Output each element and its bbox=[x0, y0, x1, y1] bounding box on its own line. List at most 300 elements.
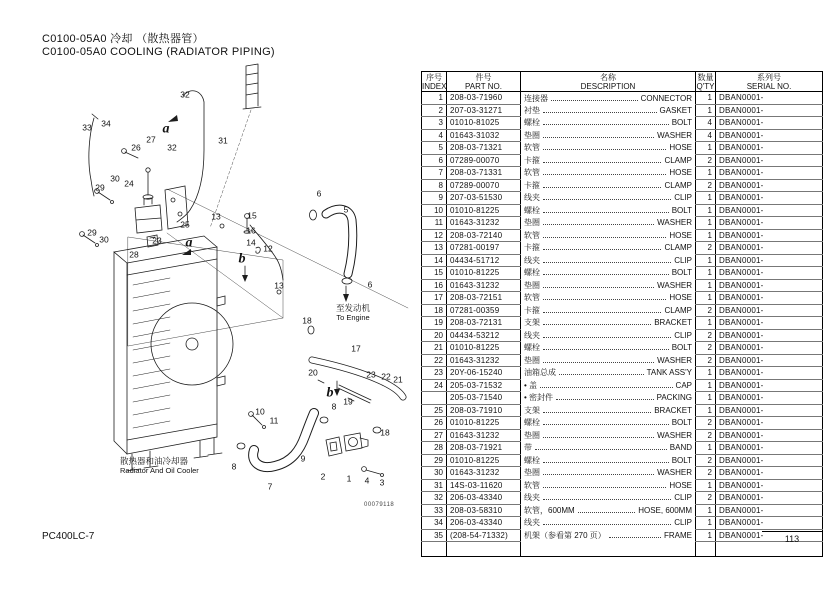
cell-qty: 2 bbox=[696, 304, 716, 317]
table-row bbox=[422, 304, 823, 317]
cell-part-no: 14S-03-11620 bbox=[447, 479, 521, 492]
description-cn: 连接器 bbox=[524, 93, 548, 103]
cell-index: 3 bbox=[422, 117, 447, 130]
cell-qty: 4 bbox=[696, 129, 716, 142]
callout-number: 4 bbox=[364, 475, 370, 486]
footer-model: PC400LC-7 bbox=[42, 531, 95, 542]
description-en: CONNECTOR bbox=[640, 93, 692, 103]
cell-index: 24 bbox=[422, 379, 447, 392]
cell-qty: 2 bbox=[696, 242, 716, 255]
callout-number: 7 bbox=[267, 481, 273, 492]
callout-number: 34 bbox=[101, 118, 111, 129]
dot-leader bbox=[543, 199, 671, 200]
cell-part-no: 01643-31232 bbox=[447, 429, 521, 442]
cell-description bbox=[521, 229, 696, 242]
table-row bbox=[422, 142, 823, 155]
description-cn: 螺栓 bbox=[524, 118, 540, 128]
cell-qty: 1 bbox=[696, 504, 716, 517]
description-cn: 卡箍 bbox=[524, 180, 540, 190]
cell-part-no: 01643-31032 bbox=[447, 129, 521, 142]
table-row bbox=[422, 167, 823, 180]
dot-leader bbox=[543, 324, 651, 325]
description-en: PACKING bbox=[656, 393, 692, 403]
description-cn: 螺栓 bbox=[524, 418, 540, 428]
description-en: CLAMP bbox=[664, 180, 692, 190]
table-row bbox=[422, 504, 823, 517]
cell-description bbox=[521, 254, 696, 267]
cell-qty: 1 bbox=[696, 517, 716, 530]
callout-number: 25 bbox=[180, 219, 190, 230]
callout-number: 26 bbox=[131, 142, 141, 153]
cell-qty: 1 bbox=[696, 279, 716, 292]
cell-index: 11 bbox=[422, 217, 447, 230]
table-row bbox=[422, 454, 823, 467]
callout-number: 24 bbox=[124, 178, 134, 189]
callout-number: 33 bbox=[82, 122, 92, 133]
dot-leader bbox=[543, 487, 666, 488]
cell-index: 4 bbox=[422, 129, 447, 142]
dot-leader bbox=[543, 124, 669, 125]
table-row bbox=[422, 429, 823, 442]
view-marker: b bbox=[238, 251, 246, 267]
dot-leader bbox=[535, 449, 667, 450]
description-cn: 机架（参看第 270 页） bbox=[524, 530, 606, 540]
description-en: CLIP bbox=[674, 330, 692, 340]
cell-index: 34 bbox=[422, 517, 447, 530]
page-title-cn: C0100-05A0 冷却 （散热器管） bbox=[42, 33, 204, 45]
cell-description bbox=[521, 204, 696, 217]
description-en: BRACKET bbox=[654, 405, 692, 415]
description-cn: 垫圈 bbox=[524, 468, 540, 478]
cell-description bbox=[521, 292, 696, 305]
dot-leader bbox=[543, 299, 666, 300]
cell-serial: DBAN0001- bbox=[716, 217, 823, 230]
parts-table-body bbox=[422, 92, 823, 557]
description-cn: 螺栓 bbox=[524, 268, 540, 278]
callout-number: 23 bbox=[152, 235, 162, 246]
description-en: WASHER bbox=[657, 430, 692, 440]
description-en: CLIP bbox=[674, 193, 692, 203]
callout-number: 15 bbox=[247, 210, 257, 221]
table-row bbox=[422, 354, 823, 367]
dot-leader bbox=[543, 524, 671, 525]
cell-description bbox=[521, 154, 696, 167]
cell-index: 13 bbox=[422, 242, 447, 255]
description-en: FRAME bbox=[664, 530, 692, 540]
cell-part-no: 208-03-71910 bbox=[447, 404, 521, 417]
col-header-index: 序号 INDEX bbox=[422, 72, 447, 91]
cell-part-no: 208-03-71960 bbox=[447, 92, 521, 105]
description-cn: 软管 bbox=[524, 168, 540, 178]
cell-index: 10 bbox=[422, 204, 447, 217]
cell-qty: 1 bbox=[696, 317, 716, 330]
cell-qty: 2 bbox=[696, 342, 716, 355]
table-row bbox=[422, 467, 823, 480]
description-en: WASHER bbox=[657, 468, 692, 478]
cell-serial: DBAN0001- bbox=[716, 517, 823, 530]
to-engine-label-en: To Engine bbox=[336, 313, 370, 322]
table-row bbox=[422, 292, 823, 305]
parts-table-header bbox=[422, 72, 823, 92]
cell-qty: 2 bbox=[696, 492, 716, 505]
description-en: GASKET bbox=[659, 105, 692, 115]
cell-part-no: 208-03-71921 bbox=[447, 442, 521, 455]
col-header-description: 名称 DESCRIPTION bbox=[521, 72, 696, 92]
cell-serial: DBAN0001- bbox=[716, 492, 823, 505]
cell-description bbox=[521, 342, 696, 355]
cell-part-no: 07281-00197 bbox=[447, 242, 521, 255]
cell-description bbox=[521, 104, 696, 117]
cell-serial: DBAN0001- bbox=[716, 342, 823, 355]
cell-qty: 2 bbox=[696, 329, 716, 342]
callout-number: 30 bbox=[110, 173, 120, 184]
callout-number: 14 bbox=[246, 237, 256, 248]
cell-serial: DBAN0001- bbox=[716, 392, 823, 405]
cell-description bbox=[521, 192, 696, 205]
description-cn: 带 bbox=[524, 443, 532, 453]
description-cn: 支架 bbox=[524, 405, 540, 415]
cell-description bbox=[521, 217, 696, 230]
cell-part-no: 01010-81225 bbox=[447, 342, 521, 355]
cell-qty: 1 bbox=[696, 479, 716, 492]
cell-index: 5 bbox=[422, 142, 447, 155]
dot-leader bbox=[543, 187, 661, 188]
cell-description bbox=[521, 454, 696, 467]
cell-part-no: 01643-31232 bbox=[447, 467, 521, 480]
view-marker: a bbox=[185, 235, 193, 251]
callout-number: 5 bbox=[343, 204, 349, 215]
cell-qty: 1 bbox=[696, 292, 716, 305]
cell-qty: 1 bbox=[696, 392, 716, 405]
callout-number: 27 bbox=[146, 134, 156, 145]
description-cn: 垫圈 bbox=[524, 218, 540, 228]
cell-serial: DBAN0001- bbox=[716, 279, 823, 292]
cell-description bbox=[521, 329, 696, 342]
cell-serial: DBAN0001- bbox=[716, 317, 823, 330]
cell-description bbox=[521, 467, 696, 480]
cell-index: 12 bbox=[422, 229, 447, 242]
cell-part-no: 208-03-72140 bbox=[447, 229, 521, 242]
cell-serial: DBAN0001- bbox=[716, 292, 823, 305]
description-en: HOSE bbox=[669, 230, 692, 240]
dot-leader bbox=[543, 437, 654, 438]
cell-part-no: 208-03-72151 bbox=[447, 292, 521, 305]
description-en: HOSE bbox=[669, 143, 692, 153]
cell-serial: DBAN0001- bbox=[716, 229, 823, 242]
table-row bbox=[422, 392, 823, 405]
dot-leader bbox=[543, 262, 671, 263]
callout-number: 19 bbox=[343, 396, 353, 407]
description-en: BOLT bbox=[671, 343, 692, 353]
dot-leader bbox=[543, 274, 669, 275]
callout-number: 23 bbox=[366, 369, 376, 380]
cell-part-no: 207-03-51530 bbox=[447, 192, 521, 205]
cell-index: 6 bbox=[422, 154, 447, 167]
cell-description bbox=[521, 379, 696, 392]
cell-part-no: 04434-53212 bbox=[447, 329, 521, 342]
cell-index: 28 bbox=[422, 442, 447, 455]
description-cn: 线夹 bbox=[524, 493, 540, 503]
cell-qty: 2 bbox=[696, 179, 716, 192]
cell-description bbox=[521, 354, 696, 367]
description-cn: 垫圈 bbox=[524, 280, 540, 290]
cell-index: 31 bbox=[422, 479, 447, 492]
cell-description bbox=[521, 242, 696, 255]
description-cn: 软管，600MM bbox=[524, 505, 575, 515]
callout-number: 18 bbox=[302, 315, 312, 326]
cell-serial: DBAN0001- bbox=[716, 179, 823, 192]
cell-part-no: 208-03-58310 bbox=[447, 504, 521, 517]
cell-description bbox=[521, 492, 696, 505]
callout-number: 12 bbox=[263, 243, 273, 254]
table-row bbox=[422, 229, 823, 242]
callout-number: 16 bbox=[246, 225, 256, 236]
cell-serial: DBAN0001- bbox=[716, 454, 823, 467]
cell-qty: 2 bbox=[696, 417, 716, 430]
table-row bbox=[422, 192, 823, 205]
cell-description bbox=[521, 279, 696, 292]
description-en: CLIP bbox=[674, 493, 692, 503]
table-row bbox=[422, 329, 823, 342]
description-cn: 螺栓 bbox=[524, 455, 540, 465]
view-marker: a bbox=[162, 121, 170, 137]
dot-leader bbox=[543, 424, 669, 425]
cell-description bbox=[521, 142, 696, 155]
description-en: TANK ASS'Y bbox=[646, 368, 692, 378]
cell-qty: 1 bbox=[696, 254, 716, 267]
description-en: BAND bbox=[669, 443, 692, 453]
description-en: WASHER bbox=[657, 355, 692, 365]
cell-index: 19 bbox=[422, 317, 447, 330]
cell-qty: 1 bbox=[696, 229, 716, 242]
description-en: HOSE bbox=[669, 293, 692, 303]
cell-part-no: (208-54-71332) bbox=[447, 529, 521, 542]
cell-description bbox=[521, 129, 696, 142]
cell-description bbox=[521, 92, 696, 105]
dot-leader bbox=[543, 462, 669, 463]
description-en: CLAMP bbox=[664, 155, 692, 165]
cell-index: 35 bbox=[422, 529, 447, 542]
callout-number: 29 bbox=[95, 182, 105, 193]
description-cn: 支架 bbox=[524, 318, 540, 328]
dot-leader bbox=[543, 249, 661, 250]
dot-leader bbox=[543, 412, 651, 413]
cell-serial: DBAN0001- bbox=[716, 504, 823, 517]
callout-number: 13 bbox=[274, 280, 284, 291]
cell-description bbox=[521, 429, 696, 442]
callout-number: 22 bbox=[381, 371, 391, 382]
cell-part-no: 206-03-43340 bbox=[447, 492, 521, 505]
dot-leader bbox=[559, 374, 644, 375]
radiator-label bbox=[120, 457, 199, 475]
cell-index: 29 bbox=[422, 454, 447, 467]
table-row bbox=[422, 442, 823, 455]
dot-leader bbox=[543, 499, 671, 500]
table-row bbox=[422, 92, 823, 105]
description-en: BRACKET bbox=[654, 318, 692, 328]
description-cn: • 密封件 bbox=[524, 393, 554, 403]
table-row bbox=[422, 379, 823, 392]
cell-index: 30 bbox=[422, 467, 447, 480]
cell-serial: DBAN0001- bbox=[716, 204, 823, 217]
dot-leader bbox=[543, 149, 666, 150]
description-en: CLIP bbox=[674, 518, 692, 528]
col-header-qty: 数量 Q'TY bbox=[696, 72, 715, 91]
callout-number: 8 bbox=[231, 461, 237, 472]
description-en: BOLT bbox=[671, 418, 692, 428]
cell-part-no: 01010-81225 bbox=[447, 454, 521, 467]
col-header-part-no: 件号 PART NO. bbox=[447, 72, 521, 92]
cell-serial: DBAN0001- bbox=[716, 104, 823, 117]
callout-number: 32 bbox=[180, 89, 190, 100]
cell-index: 22 bbox=[422, 354, 447, 367]
cell-index: 18 bbox=[422, 304, 447, 317]
dot-leader bbox=[543, 112, 657, 113]
description-cn: 软管 bbox=[524, 293, 540, 303]
callout-number: 17 bbox=[351, 343, 361, 354]
callout-number: 28 bbox=[129, 249, 139, 260]
cell-qty: 1 bbox=[696, 404, 716, 417]
description-en: BOLT bbox=[671, 455, 692, 465]
cell-part-no: 208-03-71321 bbox=[447, 142, 521, 155]
cell-serial: DBAN0001- bbox=[716, 254, 823, 267]
cell-description bbox=[521, 517, 696, 530]
cell-description bbox=[521, 479, 696, 492]
cell-qty: 2 bbox=[696, 467, 716, 480]
description-cn: 垫圈 bbox=[524, 355, 540, 365]
cell-index: 9 bbox=[422, 192, 447, 205]
description-en: BOLT bbox=[671, 268, 692, 278]
cell-index: 17 bbox=[422, 292, 447, 305]
cell-qty: 1 bbox=[696, 92, 716, 105]
dot-leader bbox=[543, 162, 661, 163]
cell-part-no: 01010-81225 bbox=[447, 204, 521, 217]
description-cn: 软管 bbox=[524, 480, 540, 490]
dot-leader bbox=[543, 337, 671, 338]
cell-description bbox=[521, 167, 696, 180]
callout-number: 8 bbox=[331, 401, 337, 412]
cell-serial: DBAN0001- bbox=[716, 167, 823, 180]
cell-serial: DBAN0001- bbox=[716, 379, 823, 392]
callout-number: 11 bbox=[269, 415, 279, 426]
cell-index: 33 bbox=[422, 504, 447, 517]
cell-part-no: 20Y-06-15240 bbox=[447, 367, 521, 380]
table-row bbox=[422, 254, 823, 267]
dot-leader bbox=[551, 100, 638, 101]
cell-serial: DBAN0001- bbox=[716, 529, 823, 542]
radiator-label-cn: 散热器和油冷却器 bbox=[120, 456, 189, 466]
cell-description bbox=[521, 417, 696, 430]
callout-number: 13 bbox=[211, 211, 221, 222]
cell-description bbox=[521, 304, 696, 317]
description-cn: 螺栓 bbox=[524, 205, 540, 215]
table-row bbox=[422, 317, 823, 330]
radiator-label-en: Radiator And Oil Cooler bbox=[120, 466, 199, 475]
cell-index: 7 bbox=[422, 167, 447, 180]
cell-serial: DBAN0001- bbox=[716, 479, 823, 492]
description-cn: 螺栓 bbox=[524, 343, 540, 353]
cell-description bbox=[521, 367, 696, 380]
cell-part-no: 07281-00359 bbox=[447, 304, 521, 317]
cell-qty: 1 bbox=[696, 104, 716, 117]
cell-serial: DBAN0001- bbox=[716, 404, 823, 417]
table-row bbox=[422, 279, 823, 292]
cell-index: 25 bbox=[422, 404, 447, 417]
to-engine-label bbox=[322, 304, 384, 322]
cell-qty: 1 bbox=[696, 379, 716, 392]
dot-leader bbox=[540, 387, 673, 388]
table-row bbox=[422, 404, 823, 417]
table-row bbox=[422, 217, 823, 230]
callout-number: 20 bbox=[308, 367, 318, 378]
cell-part-no: 01010-81025 bbox=[447, 117, 521, 130]
description-en: HOSE, 600MM bbox=[638, 505, 692, 515]
description-en: BOLT bbox=[671, 118, 692, 128]
description-cn: 垫圈 bbox=[524, 130, 540, 140]
cell-qty: 2 bbox=[696, 154, 716, 167]
drawing-number: 00079118 bbox=[364, 502, 395, 508]
description-cn: 线夹 bbox=[524, 255, 540, 265]
cell-qty: 2 bbox=[696, 354, 716, 367]
description-cn: 软管 bbox=[524, 143, 540, 153]
cell-qty: 1 bbox=[696, 529, 716, 542]
cell-qty: 1 bbox=[696, 204, 716, 217]
cell-qty: 1 bbox=[696, 442, 716, 455]
cell-part-no: 206-03-43340 bbox=[447, 517, 521, 530]
table-row bbox=[422, 267, 823, 280]
callout-number: 1 bbox=[346, 473, 352, 484]
cell-part-no: 208-03-72131 bbox=[447, 317, 521, 330]
cell-part-no: 01010-81225 bbox=[447, 417, 521, 430]
dot-leader bbox=[543, 349, 669, 350]
table-row bbox=[422, 117, 823, 130]
cell-description bbox=[521, 117, 696, 130]
cell-serial: DBAN0001- bbox=[716, 367, 823, 380]
cell-part-no: 04434-51712 bbox=[447, 254, 521, 267]
callout-number: 21 bbox=[393, 374, 403, 385]
cell-serial: DBAN0001- bbox=[716, 417, 823, 430]
dot-leader bbox=[543, 287, 654, 288]
table-row bbox=[422, 129, 823, 142]
cell-index: 23 bbox=[422, 367, 447, 380]
dot-leader bbox=[543, 212, 669, 213]
cell-serial: DBAN0001- bbox=[716, 129, 823, 142]
table-row bbox=[422, 342, 823, 355]
cell-serial: DBAN0001- bbox=[716, 354, 823, 367]
table-row bbox=[422, 154, 823, 167]
cell-serial: DBAN0001- bbox=[716, 429, 823, 442]
cell-index: 16 bbox=[422, 279, 447, 292]
table-row bbox=[422, 104, 823, 117]
cell-qty: 1 bbox=[696, 142, 716, 155]
cell-qty: 2 bbox=[696, 454, 716, 467]
callout-number: 9 bbox=[300, 453, 306, 464]
callout-number: 3 bbox=[379, 477, 385, 488]
description-en: HOSE bbox=[669, 480, 692, 490]
description-cn: 卡箍 bbox=[524, 305, 540, 315]
parts-table bbox=[421, 71, 823, 557]
cell-description bbox=[521, 504, 696, 517]
description-en: WASHER bbox=[657, 130, 692, 140]
description-cn: 垫圈 bbox=[524, 430, 540, 440]
cell-qty: 2 bbox=[696, 429, 716, 442]
table-row bbox=[422, 479, 823, 492]
cell-part-no: 01643-31232 bbox=[447, 279, 521, 292]
description-cn: 线夹 bbox=[524, 518, 540, 528]
callout-number: 29 bbox=[87, 227, 97, 238]
cell-part-no: 207-03-31271 bbox=[447, 104, 521, 117]
cell-description bbox=[521, 179, 696, 192]
